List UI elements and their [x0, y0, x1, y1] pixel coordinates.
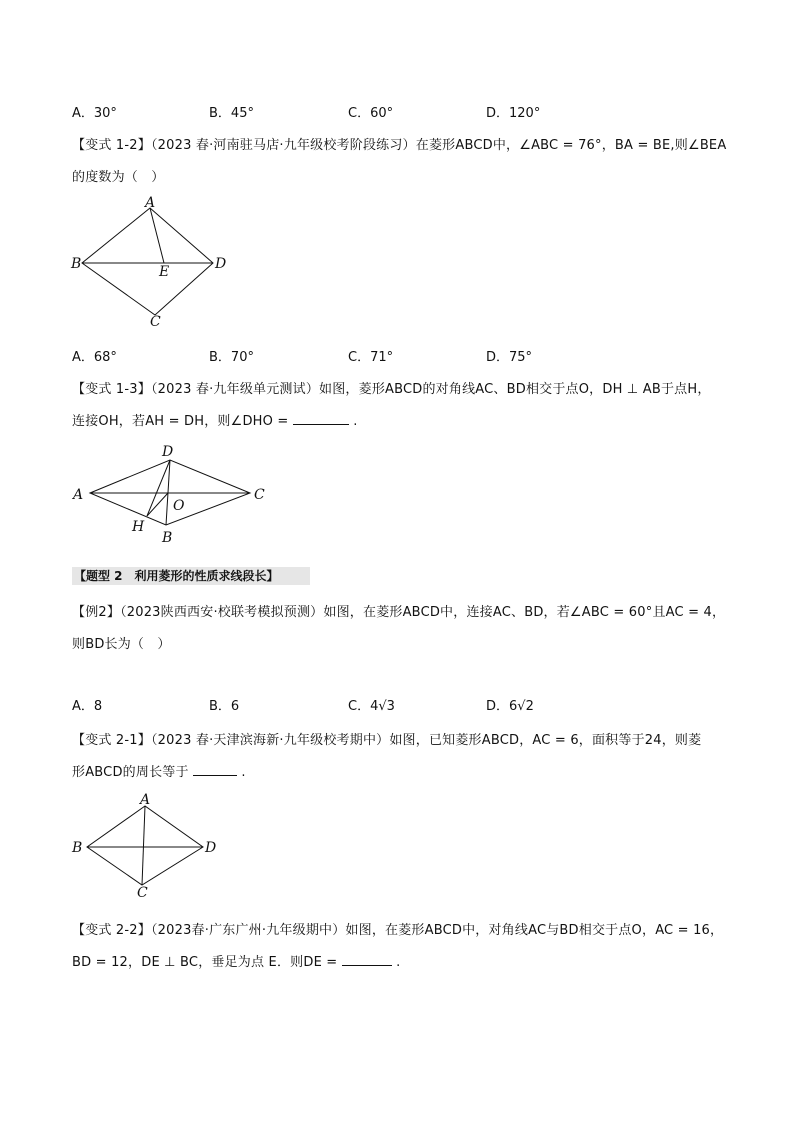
choice-c: C．60° — [348, 106, 394, 121]
q13-text: 连接OH，若AH = DH，则∠DHO = — [72, 414, 289, 429]
choice-c: C．4√3 — [348, 699, 395, 714]
q21-text-line2 — [72, 761, 246, 780]
q22-end: . — [396, 955, 401, 970]
label-c: C — [150, 314, 161, 330]
answer-blank[interactable] — [293, 412, 349, 425]
label-d: D — [205, 840, 217, 856]
q2-text-line2: 则BD长为（ ） — [72, 637, 171, 652]
q2-text-line1: 【例2】（2023陕西西安·校联考模拟预测）如图，在菱形ABCD中，连接AC、BD，若∠ABC = 60°且AC = 4， — [72, 605, 726, 620]
section-heading: 【题型 2 利用菱形的性质求线段长】 — [72, 567, 310, 585]
q21-end: . — [241, 765, 246, 780]
q12-rhombus-figure — [70, 195, 240, 330]
answer-blank[interactable] — [342, 953, 392, 966]
label-b: B — [72, 840, 83, 856]
q13-text-line1: 【变式 1-3】（2023 春·九年级单元测试）如图，菱形ABCD的对角线AC、BD相交于点O，DH ⊥ AB于点H， — [72, 382, 711, 397]
choice-b: B．45° — [209, 106, 254, 121]
choice-a: A．30° — [72, 106, 117, 121]
q22-text-line2 — [72, 951, 400, 970]
q13-end: . — [353, 414, 358, 429]
q13-text-line2 — [72, 410, 358, 429]
q13-rhombus-figure — [70, 442, 280, 547]
label-o: O — [173, 498, 185, 514]
choice-d: D．75° — [486, 350, 533, 365]
q21-text: 形ABCD的周长等于 — [72, 765, 189, 780]
label-a: A — [145, 195, 156, 211]
q21-rhombus-figure — [70, 792, 230, 902]
label-e: E — [159, 264, 170, 280]
label-c: C — [254, 487, 265, 503]
q12-text-line2: 的度数为（ ） — [72, 170, 165, 185]
label-a: A — [73, 487, 84, 503]
choice-a: A．68° — [72, 350, 117, 365]
q12-text-line1: 【变式 1-2】（2023 春·河南驻马店·九年级校考阶段练习）在菱形ABCD中，∠ABC = 76°，BA = BE,则∠BEA — [72, 138, 727, 153]
label-h: H — [132, 519, 145, 535]
label-b: B — [71, 256, 82, 272]
label-a: A — [140, 792, 151, 808]
label-d: D — [215, 256, 227, 272]
answer-blank[interactable] — [193, 763, 237, 776]
q22-text: BD = 12，DE ⊥ BC，垂足为点 E．则DE = — [72, 955, 338, 970]
label-c: C — [137, 885, 148, 901]
choice-d: D．6√2 — [486, 699, 534, 714]
choice-c: C．71° — [348, 350, 394, 365]
q22-text-line1: 【变式 2-2】（2023春·广东广州·九年级期中）如图，在菱形ABCD中，对角线AC与BD相交于点O，AC = 16， — [72, 923, 724, 938]
choice-b: B．70° — [209, 350, 254, 365]
choice-a: A．8 — [72, 699, 103, 714]
choice-b: B．6 — [209, 699, 240, 714]
choice-d: D．120° — [486, 106, 541, 121]
label-d: D — [162, 444, 174, 460]
label-b: B — [162, 530, 173, 546]
q21-text-line1: 【变式 2-1】（2023 春·天津滨海新·九年级校考期中）如图，已知菱形ABCD，AC = 6，面积等于24，则菱 — [72, 733, 702, 748]
